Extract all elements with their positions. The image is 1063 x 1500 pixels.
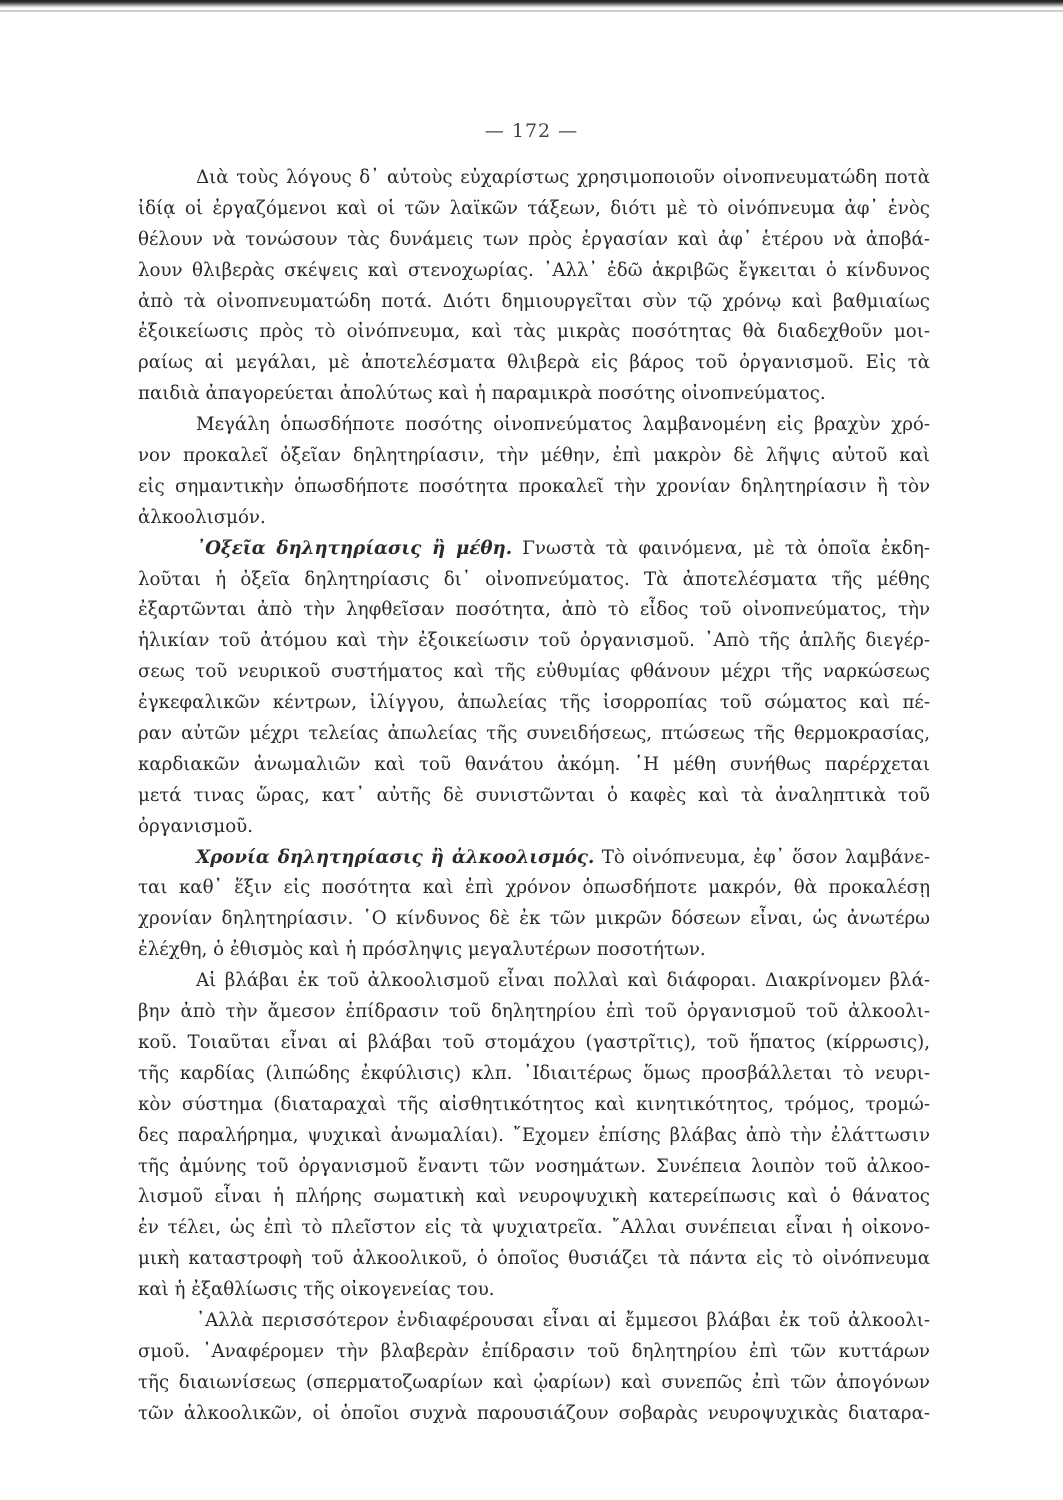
text-line: δες παραλήρημα, ψυχικαὶ ἀνωμαλίαι). ῎Εχομεν ἐπίσης βλάβας ἀπὸ τὴν ἐλάττωσιν [138, 1124, 930, 1146]
text-line: καρδιακῶν ἀνωμαλιῶν καὶ τοῦ θανάτου ἀκόμη. ῾Η μέθη συνήθως παρέρχεται [138, 753, 930, 775]
text-line: ἰδίᾳ οἱ ἐργαζόμενοι καὶ οἱ τῶν λαϊκῶν τάξεων, διότι μὲ τὸ οἰνόπνευμα ἀφ᾽ ἑνὸς [138, 197, 930, 219]
text-line: ἐν τέλει, ὡς ἐπὶ τὸ πλεῖστον εἰς τὰ ψυχιατρεῖα. ῎Αλλαι συνέπειαι εἶναι ἡ οἰκονο- [138, 1217, 930, 1239]
text-line: νον προκαλεῖ ὀξεῖαν δηλητηρίασιν, τὴν μέθην, ἐπὶ μακρὸν δὲ λῆψις αὐτοῦ καὶ [138, 445, 930, 467]
body-text [138, 163, 930, 1430]
paragraph-p4 [138, 843, 930, 967]
section-heading: ᾽Οξεῖα δηλητηρίασις ἢ μέθη. [196, 537, 513, 559]
text-line: ται καθ᾽ ἕξιν εἰς ποσότητα καὶ ἐπὶ χρόνον ὁπωσδήποτε μακρόν, θὰ προκαλέσῃ [138, 877, 930, 899]
text-line: ἐξοικείωσις πρὸς τὸ οἰνόπνευμα, καὶ τὰς μικρὰς ποσότητας θὰ διαδεχθοῦν μοι- [138, 321, 930, 343]
text-line: Διὰ τοὺς λόγους δ᾽ αὐτοὺς εὐχαρίστως χρησιμοποιοῦν οἰνοπνευματώδη ποτὰ [196, 167, 930, 188]
heading-line-rest: Γνωστὰ τὰ φαινόμενα, μὲ τὰ ὁποῖα ἐκδη- [512, 537, 930, 559]
paragraph-p5 [138, 966, 930, 1306]
text-line: ραν αὐτῶν μέχρι τελείας ἀπωλείας τῆς συνειδήσεως, πτώσεως τῆς θερμοκρασίας, [138, 723, 930, 745]
page-number: — 172 — [484, 120, 579, 142]
section-heading: Χρονία δηλητηρίασις ἢ ἀλκοολισμός. [196, 846, 595, 868]
text-line: ἀπὸ τὰ οἰνοπνευματώδη ποτά. Διότι δημιουργεῖται σὺν τῷ χρόνῳ καὶ βαθμιαίως [138, 290, 930, 312]
text-line: λουν θλιβερὰς σκέψεις καὶ στενοχωρίας. ᾽Αλλ᾽ ἐδῶ ἀκριβῶς ἔγκειται ὁ κίνδυνος [138, 259, 930, 281]
text-line: Αἱ βλάβαι ἐκ τοῦ ἀλκοολισμοῦ εἶναι πολλαὶ καὶ διάφοραι. Διακρίνομεν βλά- [196, 970, 930, 992]
text-line: μετά τινας ὥρας, κατ᾽ αὐτῆς δὲ συνιστῶνται ὁ καφὲς καὶ τὰ ἀναληπτικὰ τοῦ [138, 784, 930, 806]
paragraph-p3 [138, 534, 930, 843]
text-line: ᾽Αλλὰ περισσότερον ἐνδιαφέρουσαι εἶναι αἱ ἔμμεσοι βλάβαι ἐκ τοῦ ἀλκοολι- [196, 1309, 930, 1331]
scan-top-edge [0, 0, 1063, 8]
text-line: τῆς ἀμύνης τοῦ ὀργανισμοῦ ἔναντι τῶν νοσημάτων. Συνέπεια λοιπὸν τοῦ ἀλκοο- [138, 1155, 930, 1177]
text-line: κοῦ. Τοιαῦται εἶναι αἱ βλάβαι τοῦ στομάχου (γαστρῖτις), τοῦ ἥπατος (κίρρωσις), [138, 1031, 930, 1053]
heading-line-rest: Τὸ οἰνόπνευμα, ἐφ᾽ ὅσον λαμβάνε- [594, 846, 930, 868]
text-line: καὶ ἡ ἐξαθλίωσις τῆς οἰκογενείας του. [138, 1279, 495, 1301]
text-line: τῶν ἀλκοολικῶν, οἱ ὁποῖοι συχνὰ παρουσιάζουν σοβαρὰς νευροψυχικὰς διαταρα- [138, 1402, 930, 1424]
text-line: σμοῦ. ᾽Αναφέρομεν τὴν βλαβερὰν ἐπίδρασιν τοῦ δηλητηρίου ἐπὶ τῶν κυττάρων [138, 1340, 930, 1362]
text-line: θέλουν νὰ τονώσουν τὰς δυνάμεις των πρὸς ἐργασίαν καὶ ἀφ᾽ ἑτέρου νὰ ἀποβά- [138, 228, 930, 250]
paragraph-p2 [138, 410, 930, 534]
text-line: ἐγκεφαλικῶν κέντρων, ἰλίγγου, ἀπωλείας τῆς ἰσορροπίας τοῦ σώματος καὶ πέ- [138, 692, 930, 714]
text-line: μικὴ καταστροφὴ τοῦ ἀλκοολικοῦ, ὁ ὁποῖος θυσιάζει τὰ πάντα εἰς τὸ οἰνόπνευμα [138, 1248, 930, 1270]
text-line: τῆς διαιωνίσεως (σπερματοζωαρίων καὶ ᾠαρίων) καὶ συνεπῶς ἐπὶ τῶν ἀπογόνων [138, 1371, 930, 1393]
text-line: ραίως αἱ μεγάλαι, μὲ ἀποτελέσματα θλιβερὰ εἰς βάρος τοῦ ὀργανισμοῦ. Εἰς τὰ [138, 352, 930, 374]
text-line: ὀργανισμοῦ. [138, 815, 254, 837]
text-line: λοῦται ἡ ὀξεῖα δηλητηρίασις δι᾽ οἰνοπνεύματος. Τὰ ἀποτελέσματα τῆς μέθης [138, 568, 930, 590]
paragraph-p6 [138, 1306, 930, 1430]
text-line: σεως τοῦ νευρικοῦ συστήματος καὶ τῆς εὐθυμίας φθάνουν μέχρι τῆς ναρκώσεως [138, 661, 930, 683]
text-line: κὸν σύστημα (διαταραχαὶ τῆς αἰσθητικότητος καὶ κινητικότητος, τρόμος, τρομώ- [138, 1093, 930, 1115]
paragraph-heading-line [138, 843, 930, 874]
text-line: λισμοῦ εἶναι ἡ πλήρης σωματικὴ καὶ νευροψυχικὴ κατερείπωσις καὶ ὁ θάνατος [138, 1186, 930, 1208]
paragraph-heading-line [138, 534, 930, 565]
text-line: ἀλκοολισμόν. [138, 506, 266, 528]
text-line: ἐλέχθη, ὁ ἐθισμὸς καὶ ἡ πρόσληψις μεγαλυτέρων ποσοτήτων. [138, 939, 706, 961]
text-line: εἰς σημαντικὴν ὁπωσδήποτε ποσότητα προκαλεῖ τὴν χρονίαν δηλητηρίασιν ἢ τὸν [138, 475, 930, 497]
text-line: τῆς καρδίας (λιπώδης ἐκφύλισις) κλπ. ᾽Ιδιαιτέρως ὅμως προσβάλλεται τὸ νευρι- [138, 1062, 930, 1084]
text-line: παιδιὰ ἀπαγορεύεται ἀπολύτως καὶ ἡ παραμικρὰ ποσότης οἰνοπνεύματος. [138, 383, 826, 405]
text-line: Μεγάλη ὁπωσδήποτε ποσότης οἰνοπνεύματος λαμβανομένη εἰς βραχὺν χρό- [196, 414, 930, 436]
scan-top-line [0, 10, 1063, 12]
text-line: βην ἀπὸ τὴν ἄμεσον ἐπίδρασιν τοῦ δηλητηρίου ἐπὶ τοῦ ὀργανισμοῦ τοῦ ἀλκοολι- [138, 1001, 930, 1023]
paragraph-p1 [138, 163, 930, 410]
text-line: χρονίαν δηλητηρίασιν. ῾Ο κίνδυνος δὲ ἐκ τῶν μικρῶν δόσεων εἶναι, ὡς ἀνωτέρω [138, 908, 930, 930]
text-line: ἡλικίαν τοῦ ἀτόμου καὶ τὴν ἐξοικείωσιν τοῦ ὀργανισμοῦ. ᾽Απὸ τῆς ἁπλῆς διεγέρ- [138, 630, 930, 652]
text-line: ἐξαρτῶνται ἀπὸ τὴν ληφθεῖσαν ποσότητα, ἀπὸ τὸ εἶδος τοῦ οἰνοπνεύματος, τὴν [138, 599, 930, 621]
